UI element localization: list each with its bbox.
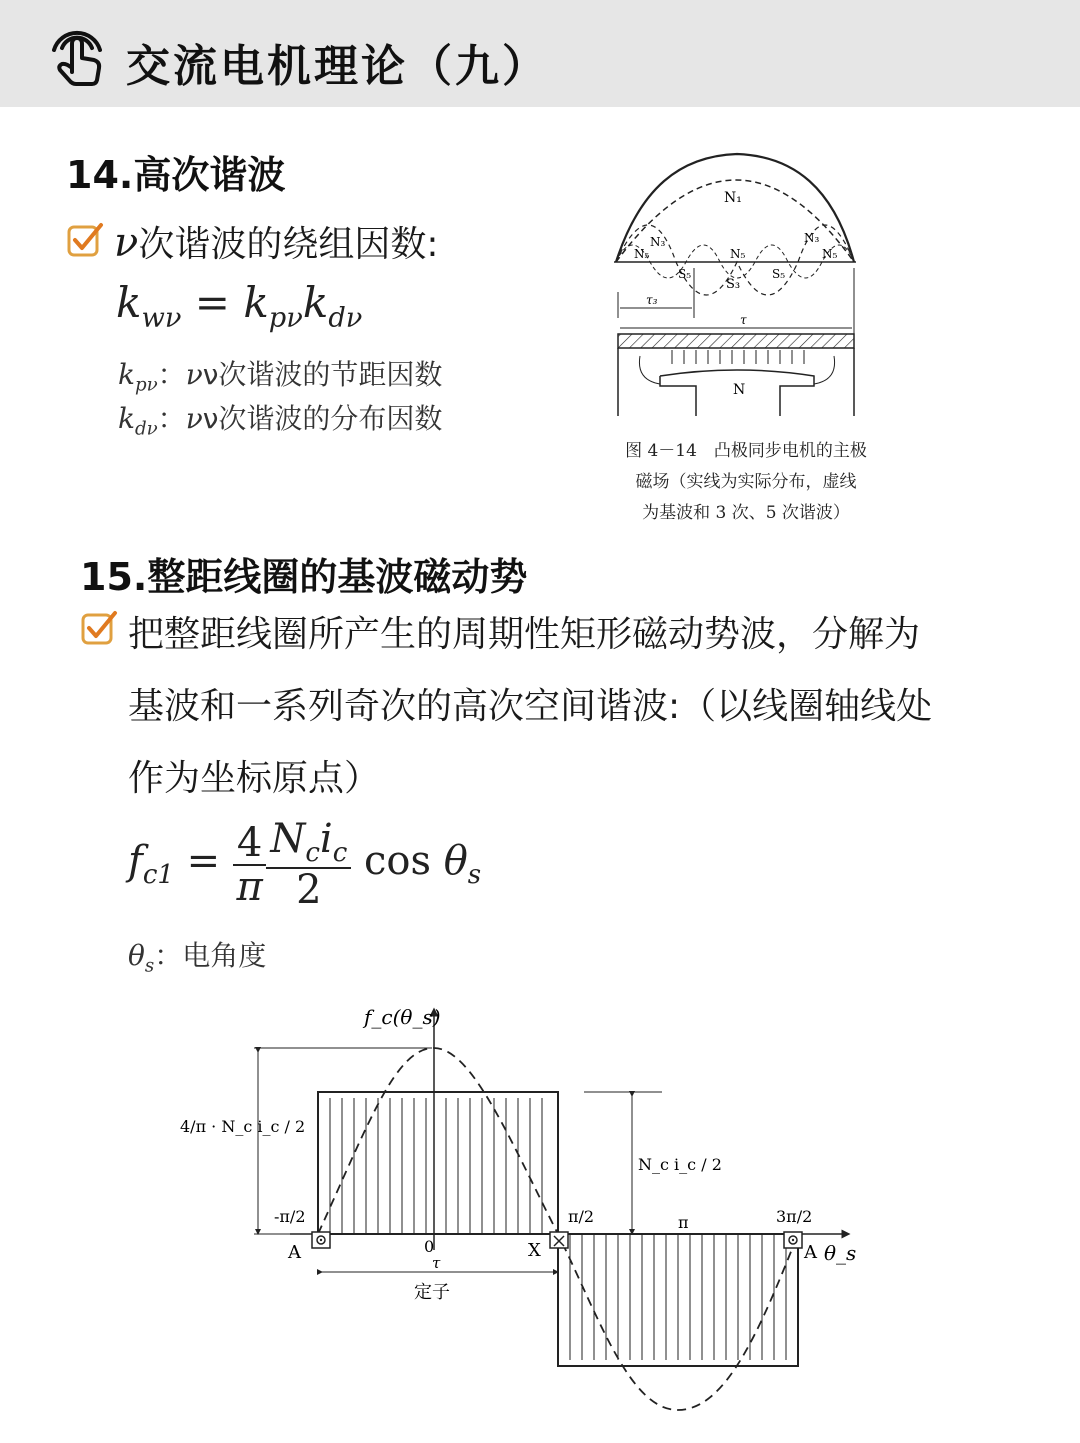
- note-pitch-factor: $k_{p\nu}$：νν次谐波的节距因数: [118, 358, 443, 396]
- label-tau: τ: [740, 313, 747, 327]
- label-N-pole: N: [733, 382, 746, 398]
- label-S5-left: S₅: [678, 267, 692, 281]
- x-axis-label: θ_s: [824, 1241, 857, 1265]
- amp-fundamental-label: 4/π · N_c i_c / 2: [180, 1117, 306, 1136]
- fundamental-mmf-formula: $f_{c1}$ = $\frac{4}{\pi}$ $\frac{N_ci_c}{2}$ $\cos \theta_s$: [128, 816, 482, 914]
- winding-factor-formula: $k_{w\nu} = k_{p\nu}k_{d\nu}$: [116, 278, 363, 334]
- label-A-left: A: [288, 1242, 301, 1263]
- tick-three-half-pi: 3π/2: [776, 1207, 813, 1226]
- y-axis-label: f_c(θ_s): [364, 1005, 441, 1029]
- checkbox-icon: [66, 222, 104, 260]
- tick-half-pi: π/2: [568, 1207, 595, 1226]
- paragraph-line-3: 作为坐标原点）: [128, 758, 381, 799]
- section-15-title: 15.整距线圈的基波磁动势: [80, 555, 528, 599]
- label-N5-right: N₅: [822, 247, 838, 261]
- label-N5-mid: N₅: [730, 247, 746, 261]
- paragraph-line-2: 基波和一系列奇次的高次空间谐波:（以线圈轴线处: [128, 686, 933, 727]
- page-title: 交流电机理论（九）: [126, 41, 549, 92]
- tick-pi: π: [678, 1213, 689, 1232]
- harmonic-winding-factor-label: ν次谐波的绕组因数:: [114, 220, 439, 266]
- label-tau3: τ₃: [646, 293, 658, 307]
- negative-mmf-arrows: [570, 1234, 786, 1360]
- label-X: X: [528, 1240, 541, 1261]
- label-S5-right: S₅: [772, 267, 786, 281]
- amp-rect-label: N_c i_c / 2: [638, 1155, 722, 1174]
- tick-zero: 0: [424, 1237, 435, 1256]
- nu-symbol: ν: [114, 220, 139, 266]
- section-14-title: 14.高次谐波: [66, 153, 286, 197]
- label-tau: τ: [432, 1254, 441, 1272]
- label-S3: S₃: [726, 277, 741, 292]
- label-N3-right: N₃: [804, 231, 820, 245]
- touch-hand-icon: [48, 26, 108, 88]
- tick-neg-half-pi: -π/2: [274, 1207, 306, 1226]
- flux-arrows: [672, 350, 804, 364]
- fraction-Nc-ic-over-2: $\frac{N_ci_c}{2}$: [266, 818, 351, 911]
- note-distribution-factor: $k_{d\nu}$：νν次谐波的分布因数: [118, 402, 443, 440]
- label-N3-left: N₃: [650, 235, 666, 249]
- label-A-right: A: [804, 1242, 817, 1263]
- fraction-4-over-pi: $\frac{4}{\pi}$: [233, 822, 266, 908]
- rectangular-mmf-figure: [170, 1000, 870, 1420]
- checkbox-icon: [80, 610, 118, 648]
- label-N1: N₁: [724, 190, 742, 206]
- label-stator: 定子: [414, 1282, 450, 1303]
- stator-iron: [618, 334, 854, 348]
- paragraph-line-1: 把整距线圈所产生的周期性矩形磁动势波，分解为: [128, 614, 921, 655]
- label-N5-left: N₅: [634, 247, 650, 261]
- figure-caption: 图 4－14 凸极同步电机的主极 磁场（实线为实际分布，虚线 为基波和 3 次、5 次谐波）: [625, 441, 867, 523]
- positive-mmf-arrows: [330, 1098, 542, 1234]
- page-header: [0, 0, 1080, 107]
- theta-note: $\theta_s$：电角度: [128, 939, 267, 977]
- salient-pole-field-figure: [600, 128, 880, 428]
